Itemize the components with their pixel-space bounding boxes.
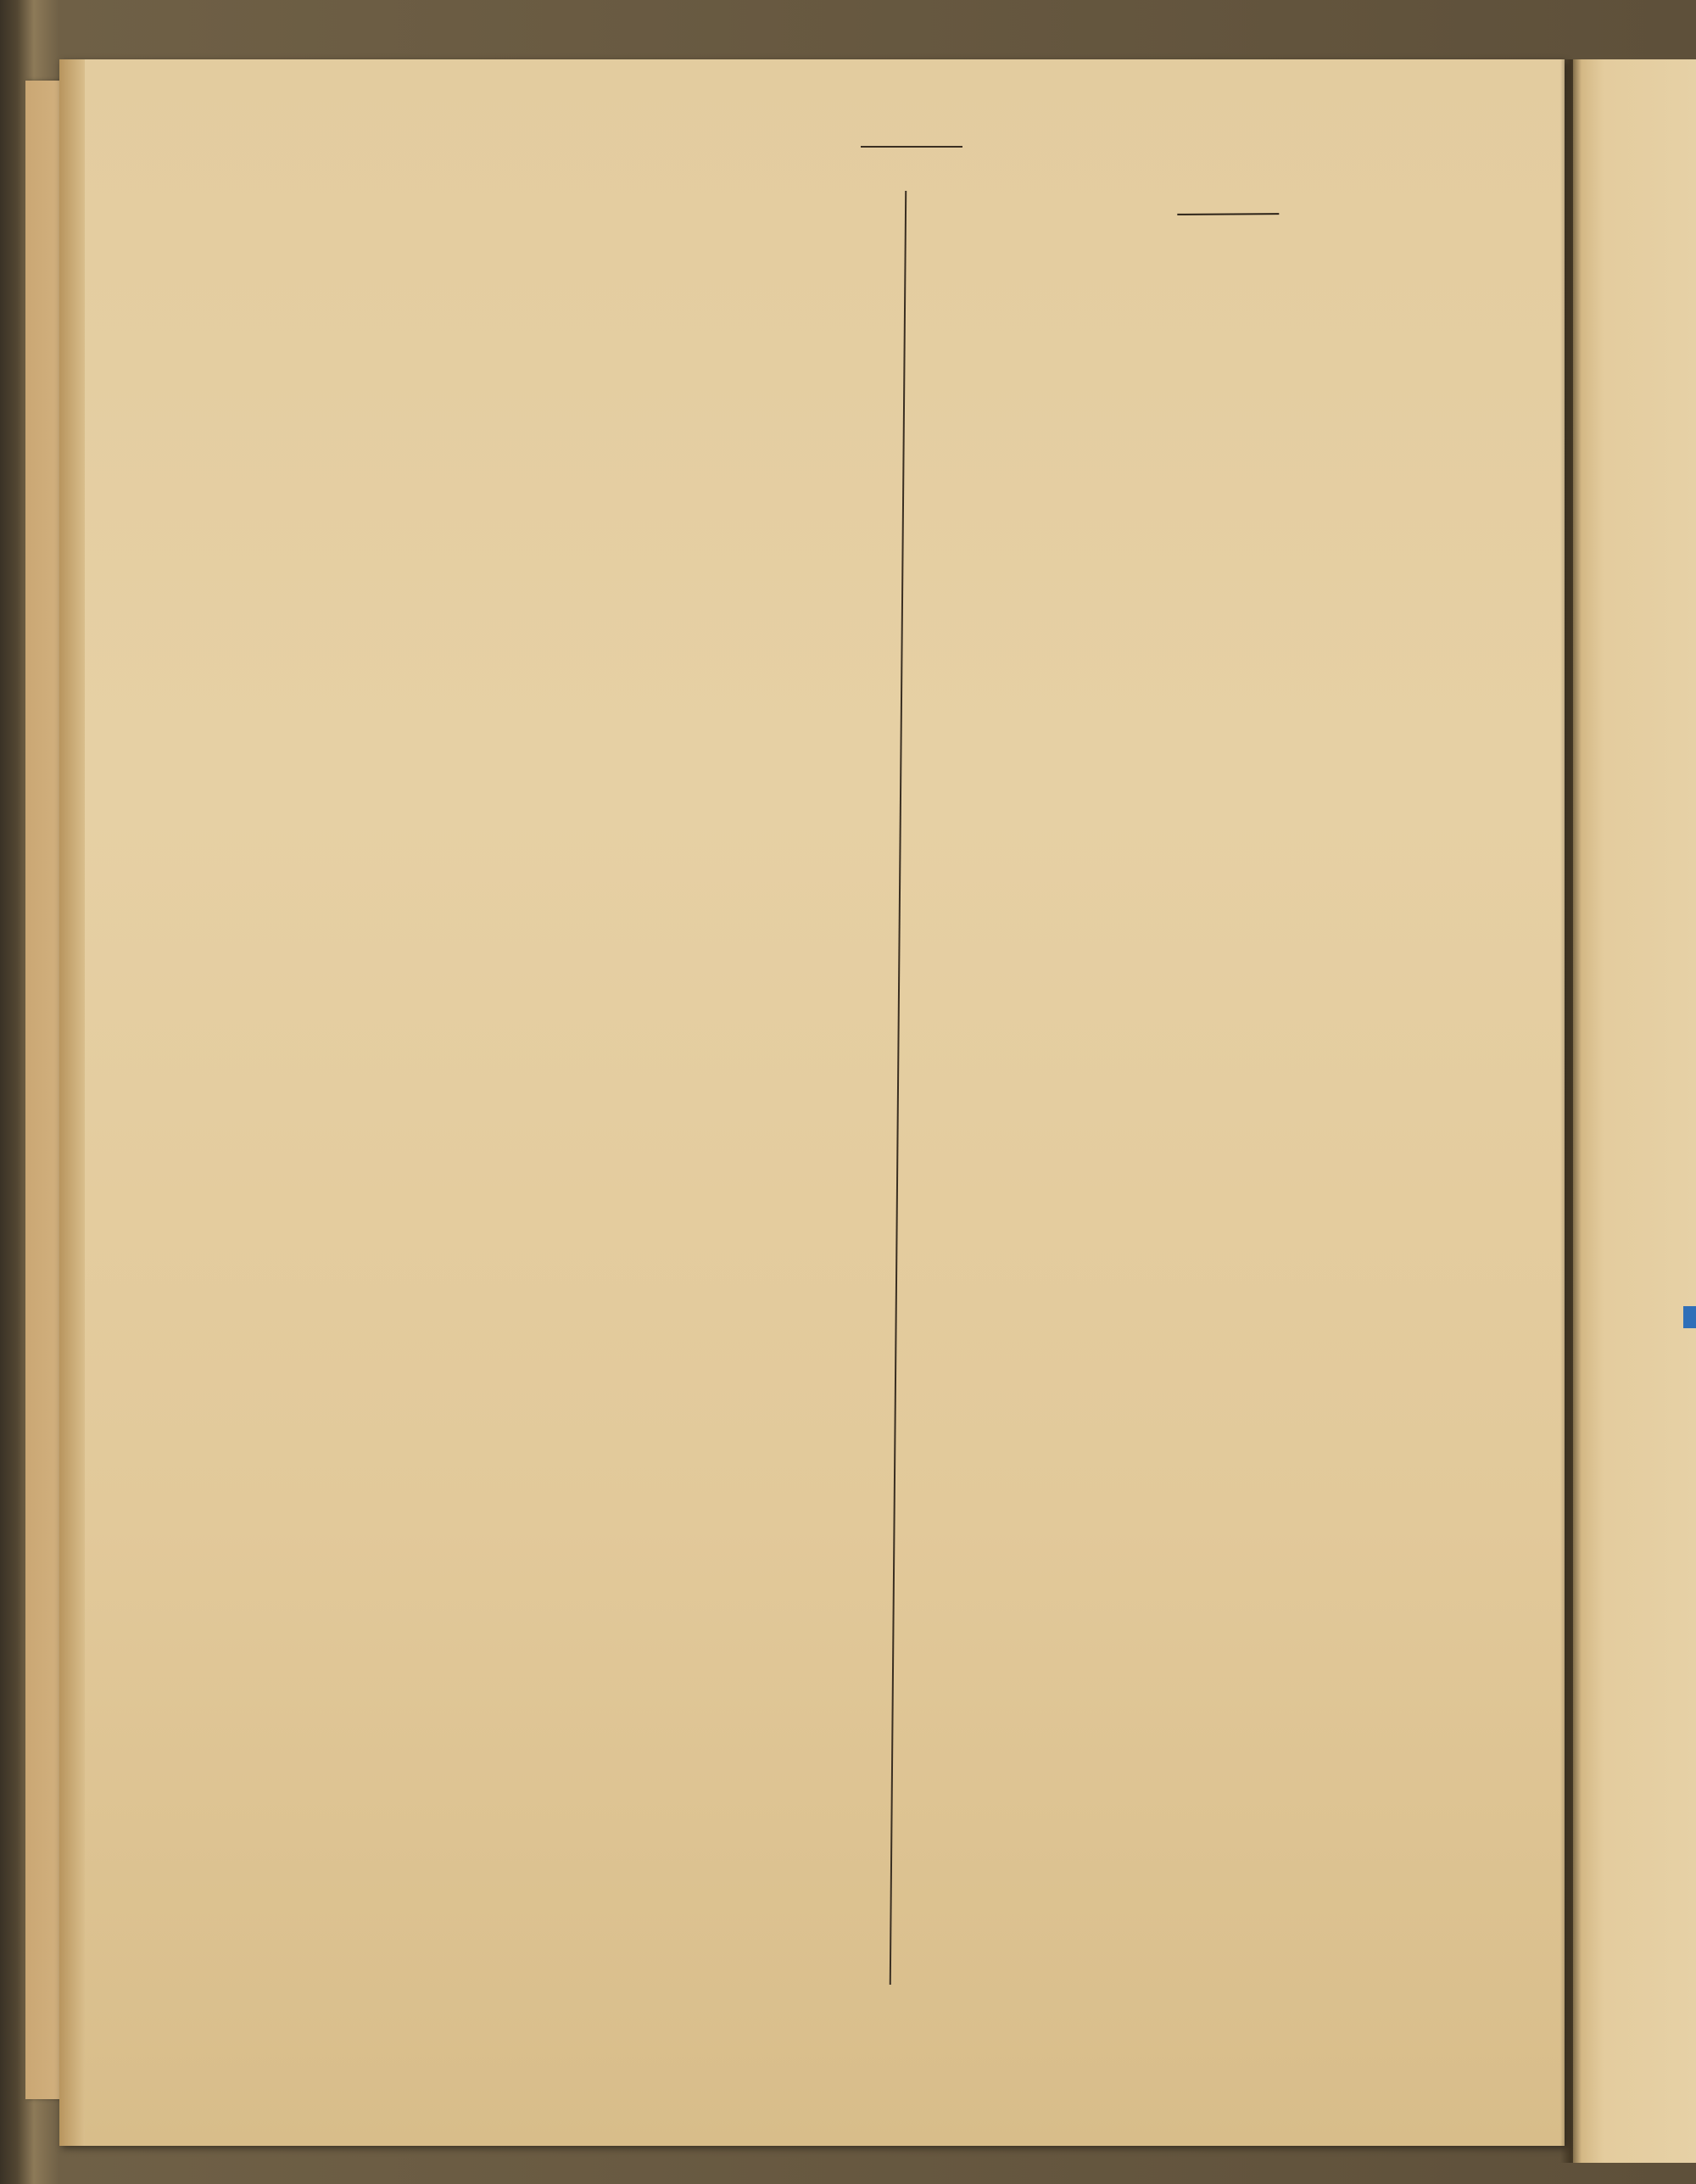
page-number-rule [861,146,962,148]
section-divider-rule [1177,213,1279,215]
right-column [923,174,1534,243]
next-page-strip [1573,59,1696,2163]
blue-tab-marker [1683,1306,1696,1328]
main-page [59,59,1565,2146]
main-page-left-edge [59,59,85,2146]
gutter-shadow [1560,59,1582,2163]
